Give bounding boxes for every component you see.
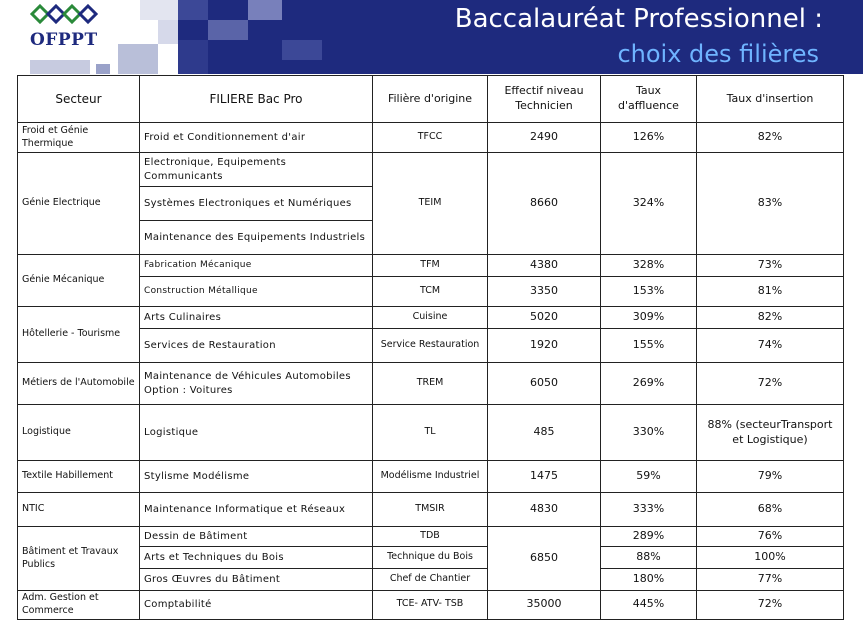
cell-affluence: 126% [601,123,697,153]
decor-square [118,44,158,74]
cell-origine: TCE- ATV- TSB [373,591,488,620]
cell-affluence: 289% [601,527,697,547]
col-header-filiere: FILIERE Bac Pro [140,76,373,123]
cell-origine: Technique du Bois [373,547,488,569]
cell-origine: Chef de Chantier [373,569,488,591]
cell-filiere: Comptabilité [140,591,373,620]
table-row [18,547,844,569]
cell-affluence: 324% [601,153,697,255]
cell-affluence: 445% [601,591,697,620]
table-row [18,307,844,329]
decor-square [140,0,178,20]
cell-affluence: 333% [601,493,697,527]
cell-filiere: Systèmes Electroniques et Numériques [140,187,373,221]
decor-square [30,60,90,74]
cell-filiere: Logistique [140,405,373,461]
cell-effectif: 5020 [488,307,601,329]
cell-affluence: 155% [601,329,697,363]
cell-filiere: Stylisme Modélisme [140,461,373,493]
decor-square [178,40,208,74]
cell-filiere: Fabrication Mécanique [140,255,373,277]
cell-secteur: Bâtiment et Travaux Publics [18,527,140,591]
cell-origine: TREM [373,363,488,405]
decor-square [178,0,208,20]
cell-effectif: 8660 [488,153,601,255]
cell-effectif: 35000 [488,591,601,620]
table-row [18,123,844,153]
cell-insertion: 82% [697,307,844,329]
cell-filiere: Froid et Conditionnement d'air [140,123,373,153]
cell-effectif: 6850 [488,527,601,591]
cell-insertion: 82% [697,123,844,153]
slide-header [0,0,863,74]
cell-effectif: 3350 [488,277,601,307]
cell-effectif: 1920 [488,329,601,363]
page-title: Baccalauréat Professionnel : [454,4,823,34]
cell-filiere: Maintenance de Véhicules Automobiles Option : Voitures [140,363,373,405]
cell-origine: TFM [373,255,488,277]
cell-affluence: 153% [601,277,697,307]
cell-filiere: Construction Métallique [140,277,373,307]
cell-affluence: 328% [601,255,697,277]
cell-secteur: Logistique [18,405,140,461]
table-row [18,569,844,591]
cell-origine: Service Restauration [373,329,488,363]
cell-filiere: Maintenance Informatique et Réseaux [140,493,373,527]
cell-origine: Modélisme Industriel [373,461,488,493]
table-header-row [18,76,844,123]
ofppt-logo-icon [30,2,98,30]
cell-insertion: 81% [697,277,844,307]
cell-secteur: Textile Habillement [18,461,140,493]
table-row [18,591,844,620]
col-header-insertion: Taux d'insertion [697,76,844,123]
cell-affluence: 180% [601,569,697,591]
cell-origine: TDB [373,527,488,547]
col-header-effectif: Effectif niveau Technicien [488,76,601,123]
cell-insertion: 88% (secteurTransport et Logistique) [697,405,844,461]
cell-insertion: 83% [697,153,844,255]
cell-effectif: 1475 [488,461,601,493]
cell-secteur: Hôtellerie - Tourisme [18,307,140,363]
decor-square [158,20,178,44]
table-row [18,329,844,363]
cell-filiere: Electronique, Equipements Communicants [140,153,373,187]
col-header-origine: Filière d'origine [373,76,488,123]
cell-affluence: 330% [601,405,697,461]
cell-secteur: Génie Mécanique [18,255,140,307]
table-row [18,255,844,277]
cell-effectif: 4380 [488,255,601,277]
cell-filiere: Maintenance des Equipements Industriels [140,221,373,255]
cell-origine: TMSIR [373,493,488,527]
decor-square [96,64,110,74]
cell-effectif: 6050 [488,363,601,405]
cell-insertion: 77% [697,569,844,591]
cell-origine: TCM [373,277,488,307]
cell-secteur: Adm. Gestion et Commerce [18,591,140,620]
cell-insertion: 74% [697,329,844,363]
table-row [18,493,844,527]
cell-insertion: 73% [697,255,844,277]
cell-effectif: 4830 [488,493,601,527]
cell-origine: TL [373,405,488,461]
cell-affluence: 269% [601,363,697,405]
cell-insertion: 79% [697,461,844,493]
table-row [18,461,844,493]
cell-filiere: Gros Œuvres du Bâtiment [140,569,373,591]
cell-effectif: 2490 [488,123,601,153]
page-subtitle: choix des filières [617,40,819,68]
decor-square [248,0,282,20]
cell-filiere: Services de Restauration [140,329,373,363]
logo-text: OFPPT [30,30,98,50]
cell-secteur: Génie Electrique [18,153,140,255]
table-row [18,153,844,187]
cell-insertion: 68% [697,493,844,527]
table-row [18,405,844,461]
col-header-secteur: Secteur [18,76,140,123]
cell-insertion: 72% [697,591,844,620]
cell-secteur: NTIC [18,493,140,527]
filieres-table [17,75,844,620]
cell-origine: TFCC [373,123,488,153]
table-row [18,527,844,547]
cell-secteur: Métiers de l'Automobile [18,363,140,405]
cell-affluence: 309% [601,307,697,329]
cell-filiere: Arts Culinaires [140,307,373,329]
cell-insertion: 100% [697,547,844,569]
table-row [18,277,844,307]
cell-secteur: Froid et Génie Thermique [18,123,140,153]
cell-filiere: Dessin de Bâtiment [140,527,373,547]
cell-filiere: Arts et Techniques du Bois [140,547,373,569]
cell-effectif: 485 [488,405,601,461]
cell-origine: Cuisine [373,307,488,329]
cell-insertion: 76% [697,527,844,547]
table-row [18,363,844,405]
decor-square [282,40,322,60]
cell-affluence: 88% [601,547,697,569]
cell-insertion: 72% [697,363,844,405]
cell-origine: TEIM [373,153,488,255]
col-header-affluence: Taux d'affluence [601,76,697,123]
cell-affluence: 59% [601,461,697,493]
decor-square [208,20,248,40]
